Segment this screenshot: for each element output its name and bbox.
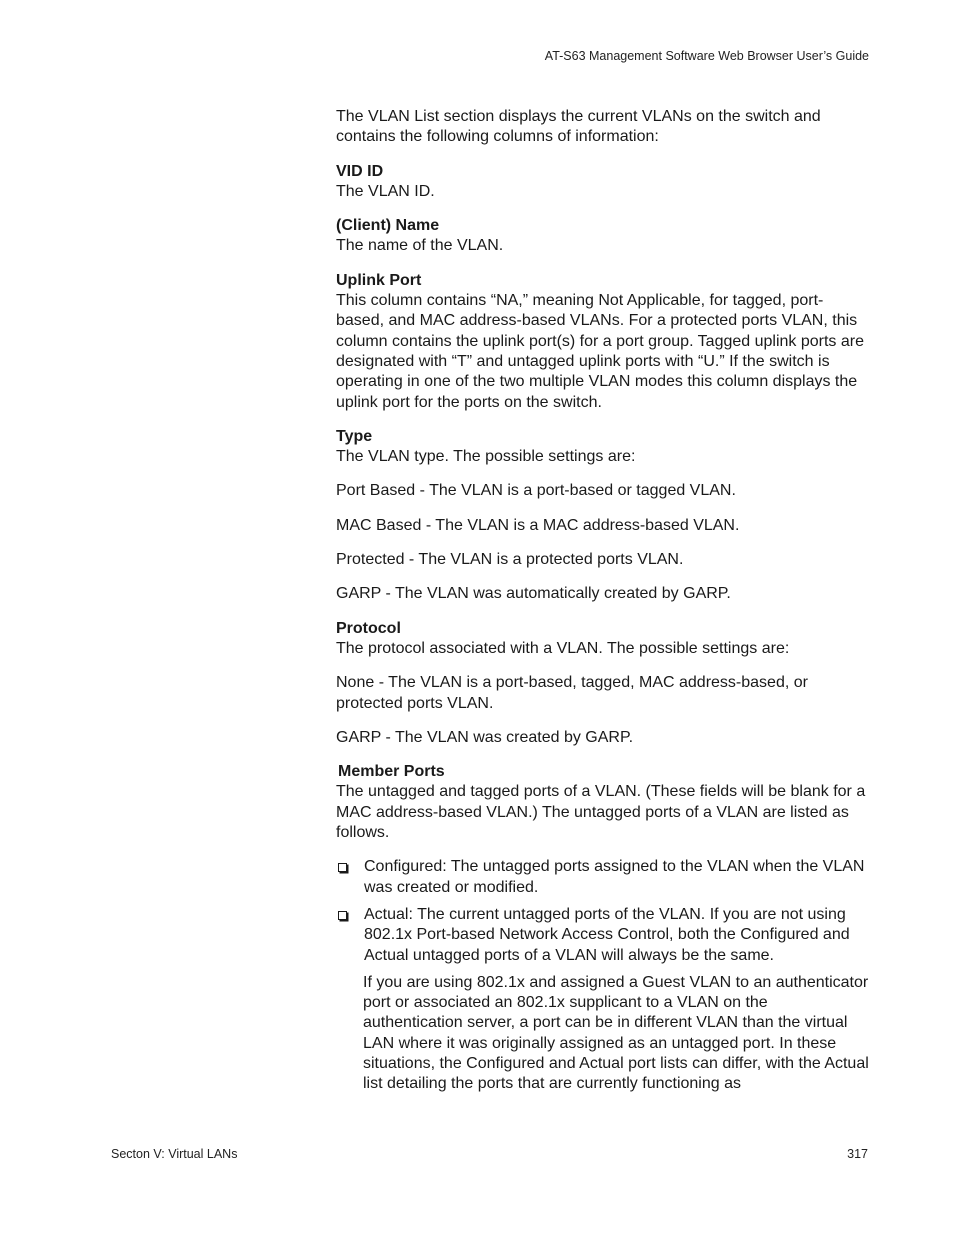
protocol-setting-none: None - The VLAN is a port-based, tagged, MAC address-based, or protected ports VLAN. bbox=[336, 674, 808, 712]
list-item bbox=[336, 905, 871, 966]
term-client-name bbox=[336, 216, 871, 257]
type-setting-garp: GARP - The VLAN was automatically created by GARP. bbox=[336, 585, 731, 603]
footer-section: Secton V: Virtual LANs bbox=[111, 1147, 238, 1161]
page-number: 317 bbox=[847, 1147, 868, 1161]
page-content bbox=[336, 107, 871, 1109]
term-uplink-port bbox=[336, 271, 871, 413]
intro-paragraph: The VLAN List section displays the current VLANs on the switch and contains the following columns of information: bbox=[336, 108, 821, 146]
running-header: AT-S63 Management Software Web Browser User’s Guide bbox=[544, 49, 869, 63]
term-member-ports bbox=[336, 762, 871, 843]
term-definition: The untagged and tagged ports of a VLAN. (These fields will be blank for a MAC address-based VLAN.) The untagged ports of a VLAN are listed as follows. bbox=[336, 783, 866, 842]
member-ports-list bbox=[336, 857, 871, 965]
term-label: Member Ports bbox=[338, 763, 445, 781]
term-definition: The protocol associated with a VLAN. The possible settings are: bbox=[336, 639, 790, 657]
term-label: (Client) Name bbox=[336, 217, 440, 235]
list-item bbox=[336, 857, 871, 898]
type-setting-protected: Protected - The VLAN is a protected ports VLAN. bbox=[336, 551, 684, 569]
type-setting-mac-based: MAC Based - The VLAN is a MAC address-based VLAN. bbox=[336, 516, 740, 534]
term-type bbox=[336, 427, 871, 468]
member-ports-note: If you are using 802.1x and assigned a Guest VLAN to an authenticator port or associated an 802.1x supplicant to a VLAN on the authentication server, a port can be in different VLAN than the virtual LAN where it was originally assigned as an untagged port. In these situations, the Configured and Actual port lists can differ, with the Actual list detailing the ports that are currently functioning as bbox=[363, 973, 869, 1093]
term-label: Uplink Port bbox=[336, 271, 422, 289]
type-setting-port-based: Port Based - The VLAN is a port-based or tagged VLAN. bbox=[336, 482, 736, 500]
list-item-text: Configured: The untagged ports assigned to the VLAN when the VLAN was created or modified. bbox=[364, 858, 865, 896]
term-label: Type bbox=[336, 427, 373, 445]
term-definition: The VLAN ID. bbox=[336, 182, 435, 200]
term-definition: This column contains “NA,” meaning Not Applicable, for tagged, port-based, and MAC address-based VLANs. For a protected ports VLAN, this column contains the uplink port(s) for a port group. Tagged uplink ports are designated with “T” and untagged uplink ports with “U.” If the switch is operating in one of the two multiple VLAN modes this column displays the uplink port for the ports on the switch. bbox=[336, 292, 864, 411]
term-definition: The name of the VLAN. bbox=[336, 237, 504, 255]
list-item-text: Actual: The current untagged ports of the VLAN. If you are not using 802.1x Port-based Network Access Control, both the Configured and Actual untagged ports of a VLAN will always be the same. bbox=[364, 905, 850, 964]
protocol-setting-garp: GARP - The VLAN was created by GARP. bbox=[336, 728, 634, 746]
checkbox-bullet-icon bbox=[338, 911, 347, 920]
term-vid-id bbox=[336, 162, 871, 203]
term-definition: The VLAN type. The possible settings are: bbox=[336, 448, 636, 466]
term-label: VID ID bbox=[336, 162, 384, 180]
term-protocol bbox=[336, 619, 871, 660]
term-label: Protocol bbox=[336, 619, 401, 637]
checkbox-bullet-icon bbox=[338, 863, 347, 872]
